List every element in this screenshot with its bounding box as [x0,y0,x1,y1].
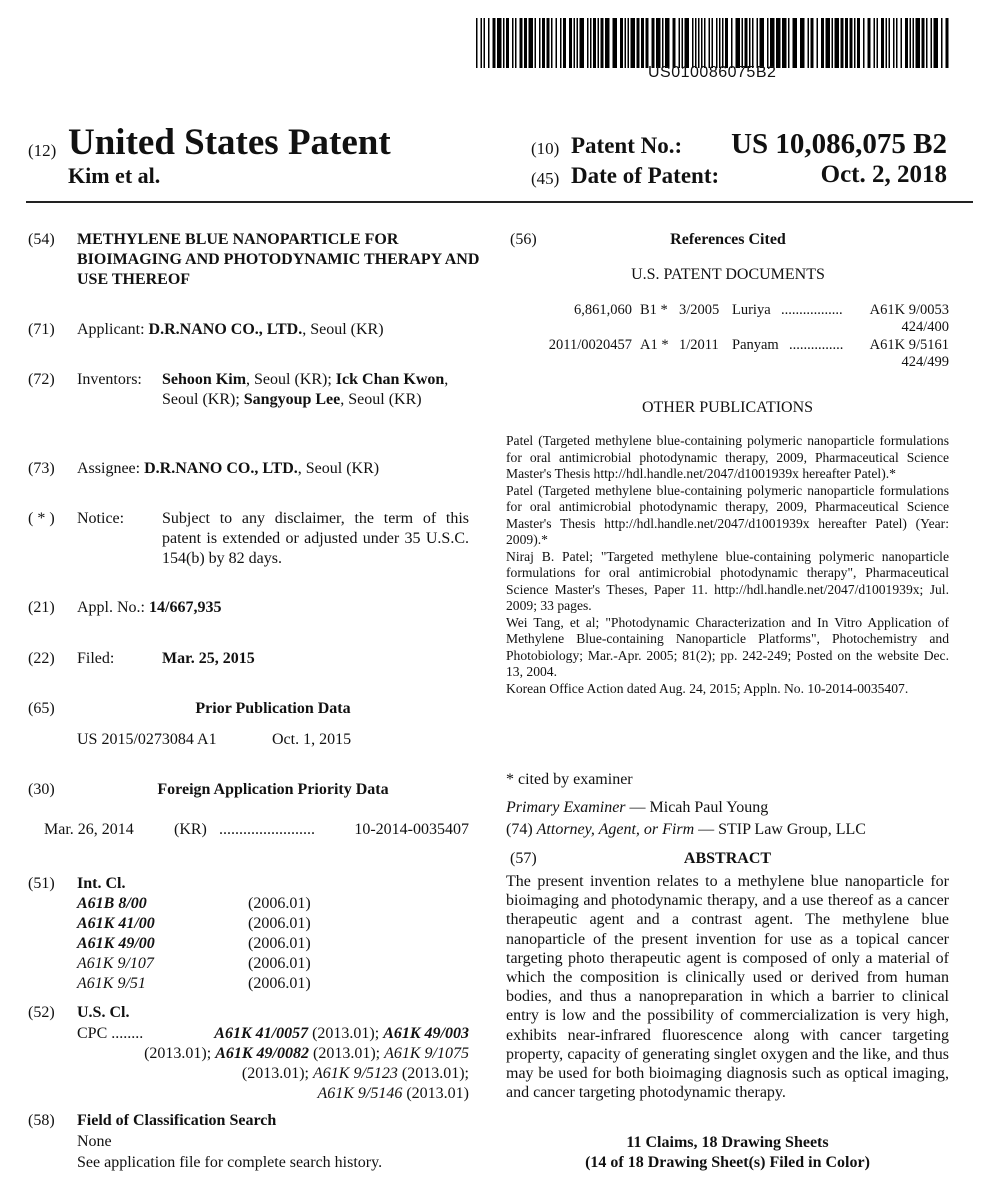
us-doc-row: 2011/0020457 A1 * 1/2011 Panyam ............... A61K 9/5161 [548,337,949,353]
header-divider [26,201,973,203]
assignee: Assignee: D.R.NANO CO., LTD., Seoul (KR) [77,460,380,477]
patent-type-title: United States Patent [68,122,391,163]
code-21: (21) [28,599,55,616]
abstract-heading: ABSTRACT [683,850,772,867]
us-patent-documents-heading: U.S. PATENT DOCUMENTS [631,266,825,283]
code-45: (45) [531,169,560,188]
notice-label: Notice: [77,510,125,527]
int-cl-row: A61K 49/00 (2006.01) [77,935,311,952]
code-57: (57) [510,850,537,867]
filed-label: Filed: [77,650,115,667]
prior-publication-heading: Prior Publication Data [195,700,351,717]
field-search-note: See application file for complete search history. [77,1154,383,1171]
appl-no: Appl. No.: 14/667,935 [77,599,222,616]
publication: Wei Tang, et al; "Photodynamic Characterization and In Vitro Application of Methylene Blue-containing Nanoparticle Platforms", Photochemistry and Photobiology; Mar.-Apr. 2005; 81(2); pp. 242-249; Posted on the website Dec. 13, 2004. [506,614,949,679]
code-12: (12) [28,141,57,160]
attorney: (74) Attorney, Agent, or Firm — STIP Law Group, LLC [506,821,866,838]
barcode-number: US010086075B2 [648,64,777,81]
abstract-text: The present invention relates to a methylene blue nanoparticle for bioimaging and photodynamic therapy, and a use thereof as a cancer therapeutic agent and a contrast agent. The methylene blue nanoparticle of the present invention for use as a topical cancer targeting photo therapeutic agent is composed of only a material of which the composition is clinically used or derived from human bodies, and thus a nanopreparation in which a barrier to clinical entry is low and the possibility of commercialization is very high, exhibits near-infrared fluorescence along with cancer targeting property, capacity of generating singlet oxygen and the like, and thus may be used for both bioimaging diagnosis such as optical imaging, and cancer targeting photodynamic therapy. [506,873,949,1102]
applicant: Applicant: D.R.NANO CO., LTD., Seoul (KR) [77,321,384,338]
other-publications-heading: OTHER PUBLICATIONS [641,399,814,416]
publication: Patel (Targeted methylene blue-containing polymeric nanoparticle formulations for oral antimicrobial photodynamic therapy, 2009, Pharmaceutical Science Master's Thesis http://hdl.handle.net/2047/d1001939x hereafter Patel).* [506,433,949,481]
barcode [476,18,950,68]
claims-summary: 11 Claims, 18 Drawing Sheets [626,1134,829,1151]
int-cl-row: A61K 9/107 (2006.01) [77,955,311,972]
us-doc-subclass: 424/400 [901,319,949,335]
publication: Patel (Targeted methylene blue-containing polymeric nanoparticle formulations for oral antimicrobial photodynamic therapy, 2009, Pharmaceutical Science Master's Thesis http://hdl.handle.net/2047/d1001939x hereafter Patel) (Year: 2009).* [506,482,949,547]
code-30: (30) [28,781,55,798]
notice-text: Subject to any disclaimer, the term of this patent is extended or adjusted under 35 U.S.C. 154(b) by 82 days. [162,510,469,567]
notice-code: ( * ) [28,510,55,527]
inventors-label: Inventors: [77,371,142,388]
date-of-patent: Oct. 2, 2018 [820,161,947,188]
inventors: Sehoon Kim, Seoul (KR); Ick Chan Kwon, Seoul (KR); Sangyoup Lee, Seoul (KR) [162,371,449,408]
foreign-priority-date: Mar. 26, 2014 [44,821,134,838]
prior-pub-number: US 2015/0273084 A1 [77,731,217,748]
foreign-priority-dots: ........................ [219,821,315,838]
code-71: (71) [28,321,55,338]
foreign-priority-country: (KR) [174,821,207,838]
prior-pub-date: Oct. 1, 2015 [272,731,352,748]
int-cl-row: A61K 41/00 (2006.01) [77,915,311,932]
int-cl-label: Int. Cl. [77,875,126,892]
invention-title: METHYLENE BLUE NANOPARTICLE FOR BIOIMAGING AND PHOTODYNAMIC THERAPY AND USE THEREOF [77,231,480,288]
code-52: (52) [28,1004,55,1021]
field-search-none: None [77,1133,112,1150]
foreign-priority-number: 10-2014-0035407 [354,821,469,838]
int-cl-list [77,894,377,994]
us-docs-table [506,302,949,372]
authors: Kim et al. [68,163,161,188]
primary-examiner: Primary Examiner — Micah Paul Young [506,799,769,816]
code-72: (72) [28,371,55,388]
color-drawings-note: (14 of 18 Drawing Sheet(s) Filed in Color) [585,1154,870,1171]
publication: Niraj B. Patel; "Targeted methylene blue-containing polymeric nanoparticle formulations for oral antimicrobial photodynamic therapy", Pharmaceutical Science Master's Theses, Paper 11. http://hdl.handle.net/2047/d1001939x; Jul. 2009; 33 pages. [506,548,949,613]
code-58: (58) [28,1112,55,1129]
code-65: (65) [28,700,55,717]
code-10: (10) [531,139,560,158]
code-56: (56) [510,231,537,248]
us-doc-subclass: 424/499 [901,354,949,370]
int-cl-row: A61K 9/51 (2006.01) [77,975,311,992]
filed-date: Mar. 25, 2015 [162,650,255,667]
code-51: (51) [28,875,55,892]
us-doc-row: 6,861,060 B1 * 3/2005 Luriya ................. A61K 9/0053 [574,302,949,318]
code-22: (22) [28,650,55,667]
code-54: (54) [28,231,55,248]
publication: Korean Office Action dated Aug. 24, 2015; Appln. No. 10-2014-0035407. [506,680,909,696]
cpc-classes: A61K 41/0057 (2013.01); A61K 49/003 (2013.01); A61K 49/0082 (2013.01); A61K 9/1075 (2013.01); A61K 9/5123 (2013.01); A61K 9/5146 (2013.01) [144,1025,469,1102]
cpc-label: CPC ........ [77,1025,144,1042]
patent-number: US 10,086,075 B2 [731,128,947,160]
field-search-label: Field of Classification Search [77,1112,277,1129]
int-cl-row: A61B 8/00 (2006.01) [77,895,311,912]
date-of-patent-label: Date of Patent: [571,163,720,188]
us-cl-label: U.S. Cl. [77,1004,130,1021]
code-73: (73) [28,460,55,477]
foreign-priority-heading: Foreign Application Priority Data [157,781,389,798]
cited-by-examiner: * cited by examiner [506,771,633,788]
publications-list [506,433,949,697]
patent-no-label: Patent No.: [571,133,683,158]
references-heading: References Cited [670,231,786,248]
